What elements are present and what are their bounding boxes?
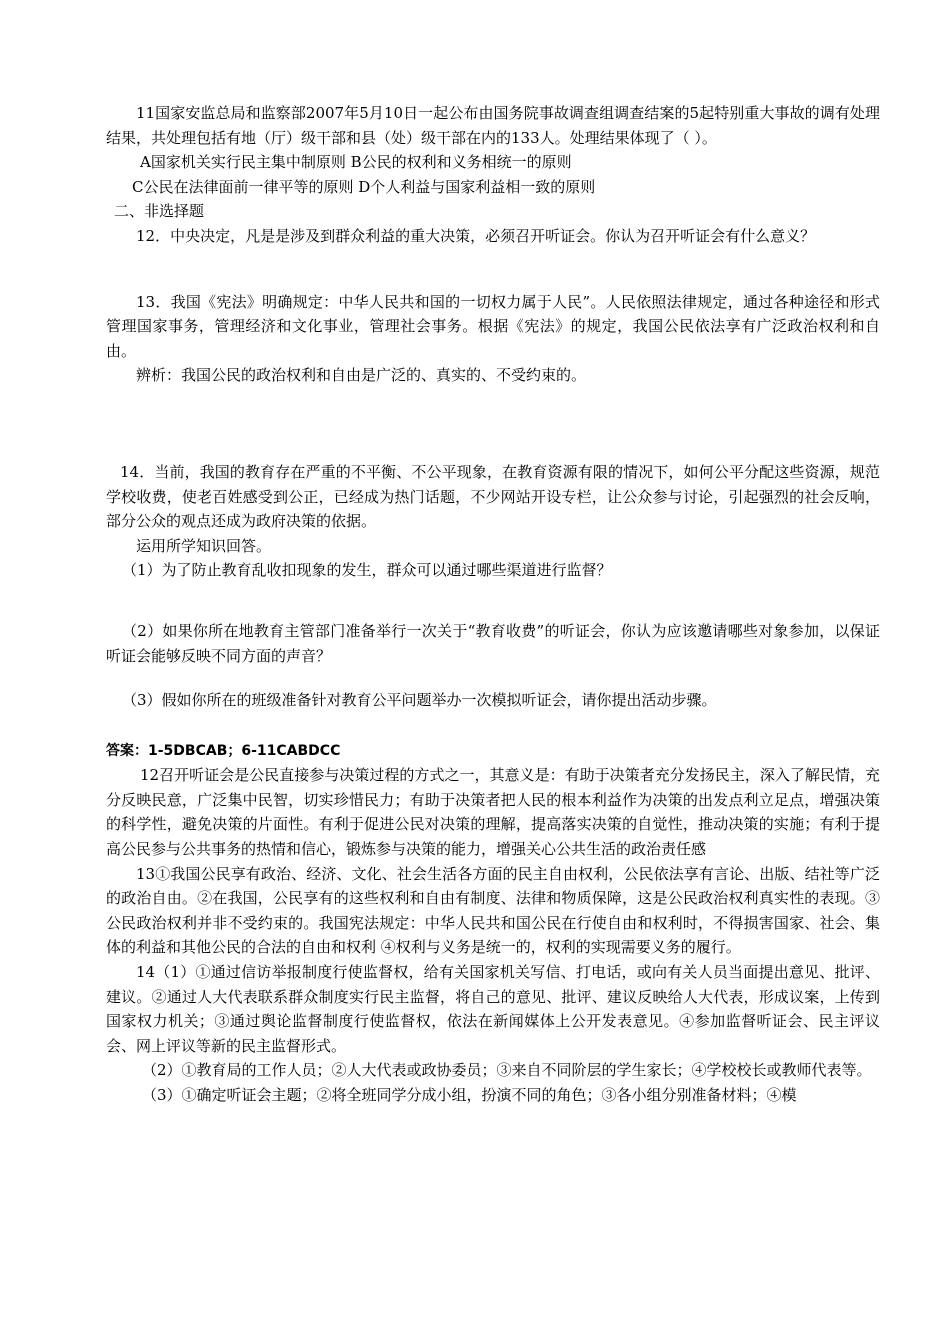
question-14-sub2: （2）如果你所在地教育主管部门准备举行一次关于“教育收费”的听证会，你认为应该邀请哪些对象参加，以保证听证会能够反映不同方面的声音？ bbox=[106, 621, 880, 665]
question-14-sub1: （1）为了防止教育乱收扣现象的发生，群众可以通过哪些渠道进行监督？ bbox=[122, 561, 612, 580]
question-11-options-ab: A国家机关实行民主集中制原则 B公民的权利和义务相统一的原则 bbox=[140, 153, 572, 172]
question-14-sub3: （3）假如你所在的班级准备针对教育公平问题举办一次模拟听证会，请你提出活动步骤。 bbox=[122, 691, 717, 710]
question-11-options-cd: C公民在法律面前一律平等的原则 D个人利益与国家利益相一致的原则 bbox=[132, 177, 596, 196]
answers-title: 答案：1-5DBCAB；6-11CABDCC bbox=[106, 742, 341, 759]
question-11-stem: 11国家安监总局和监察部2007年5月10日一起公布由国务院事故调查组调查结案的5起特别重大事故的调有处理结果，共处理包括有地（厅）级干部和县（处）级干部在内的133人。处理结果体现了（ ）。 bbox=[106, 104, 880, 147]
question-12: 12．中央决定，凡是是涉及到群众利益的重大决策，必须召开听证会。你认为召开听证会有什么意义？ bbox=[136, 226, 816, 245]
answer-space bbox=[106, 668, 880, 688]
question-13-bianxi: 辨析：我国公民的政治权利和自由是广泛的、真实的、不受约束的。 bbox=[136, 366, 587, 385]
question-14-stem: 14．当前，我国的教育存在严重的不平衡、不公平现象，在教育资源有限的情况下，如何公平分配这些资源，规范学校收费，使老百姓感受到公正，已经成为热门话题，不少网站开设专栏，让公众参与讨论，引起强烈的社会反响，部分公众的观点还成为政府决策的依据。 bbox=[106, 462, 880, 531]
document-page bbox=[106, 101, 880, 1108]
section-heading: 二、非选择题 bbox=[114, 202, 205, 221]
answer-space bbox=[106, 249, 880, 290]
answer-space bbox=[106, 388, 880, 460]
answer-space bbox=[106, 713, 880, 739]
question-14-instruction: 运用所学知识回答。 bbox=[136, 536, 272, 555]
question-13-stem: 13．我国《宪法》明确规定：中华人民共和国的一切权力属于人民”。人民依照法律规定，通过各种途径和形式管理国家事务，管理经济和文化事业，管理社会事务。根据《宪法》的规定，我国公民依法享有广泛政治权利和自由。 bbox=[106, 292, 880, 360]
answer-14-2: （2）①教育局的工作人员；②人大代表或政协委员；③来自不同阶层的学生家长；④学校校长或教师代表等。 bbox=[142, 1061, 872, 1080]
answer-space bbox=[106, 583, 880, 619]
answer-14-3: （3）①确定听证会主题；②将全班同学分成小组，扮演不同的角色；③各小组分别准备材料；④模 bbox=[142, 1086, 797, 1104]
answer-14-1: 14（1）①通过信访举报制度行使监督权，给有关国家机关写信、打电话，或向有关人员当面提出意见、批评、建议。②通过人大代表联系群众制度实行民主监督，将自己的意见、批评、建议反映给人大代表，形成议案，上传到国家权力机关；③通过舆论监督制度行使监督权，依法在新闻媒体上公开发表意见。④参加监督听证会、民主评议会、网上评议等新的民主监督形式。 bbox=[106, 963, 880, 1055]
answer-13: 13①我国公民享有政治、经济、文化、社会生活各方面的民主自由权利，公民依法享有言论、出版、结社等广泛的政治自由。②在我国，公民享有的这些权利和自由有制度、法律和物质保障，这是公民政治权利真实性的表现。③公民政治权利并非不受约束的。我国宪法规定：中华人民共和国公民在行使自由和权利时，不得损害国家、社会、集体的利益和其他公民的合法的自由和权利 ④权利与义务是统一的，权利的实现需要义务的履行。 bbox=[106, 864, 880, 957]
answer-12: 12召开听证会是公民直接参与决策过程的方式之一，其意义是：有助于决策者充分发扬民主，深入了解民情，充分反映民意，广泛集中民智，切实珍惜民力；有助于决策者把人民的根本利益作为决策的出发点利立足点，增强决策的科学性，避免决策的片面性。有利于促进公民对决策的理解，提高落实决策的自觉性，推动决策的实施；有利于提高公民参与公共事务的热情和信心，锻炼参与决策的能力，增强关心公共生活的政治责任感 bbox=[106, 766, 880, 859]
